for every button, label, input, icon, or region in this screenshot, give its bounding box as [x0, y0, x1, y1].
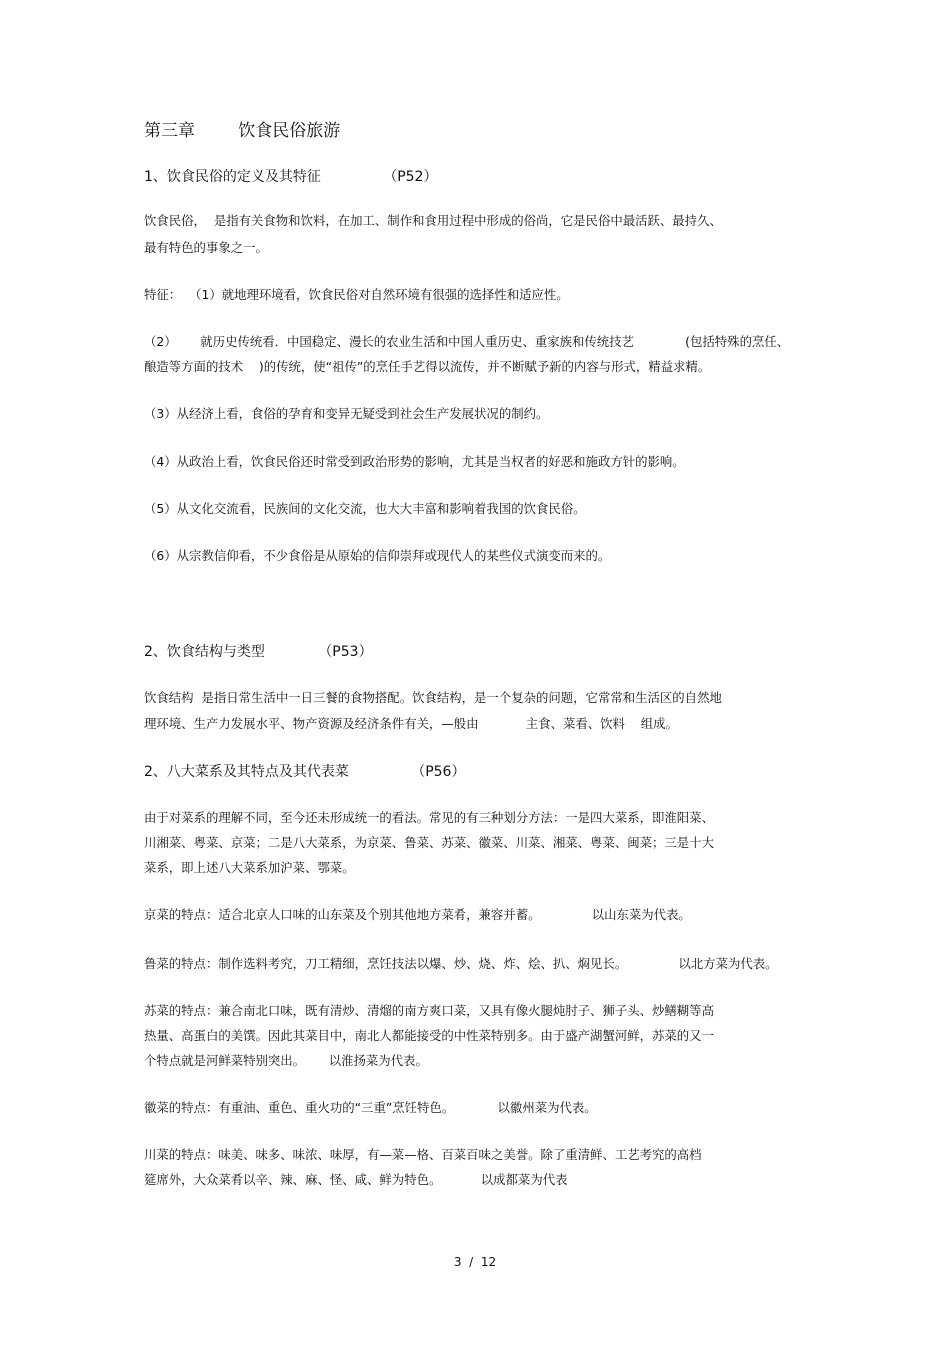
paragraph-line: （5）从文化交流看，民族间的文化交流，也大大丰富和影响着我国的饮食民俗。 [144, 501, 586, 516]
paragraph-line: 个特点就是河鲜菜特别突出。 以淮扬菜为代表。 [144, 1053, 428, 1068]
paragraph-line: 热量、高蛋白的美馔。因此其菜目中，南北人都能接受的中性菜特别多。由于盛产湖蟹河鲜，苏菜的又一 [144, 1028, 714, 1043]
paragraph-line: 饮食结构 是指日常生活中一日三餐的食物搭配。饮食结构，是一个复杂的问题，它常常和生活区的自然地 [144, 690, 722, 705]
section-heading: 2、八大菜系及其特点及其代表菜 （P56） [144, 764, 466, 780]
paragraph-line: 京菜的特点：适合北京人口味的山东菜及个别其他地方菜肴，兼容并蓄。 以山东菜为代表。 [144, 907, 691, 922]
paragraph-line: 理环境、生产力发展水平、物产资源及经济条件有关，—般由 主食、菜看、饮料 组成。 [144, 716, 678, 731]
paragraph-line: （6）从宗教信仰看，不少食俗是从原始的信仰崇拜或现代人的某些仪式演变而来的。 [144, 548, 611, 563]
section-heading: 2、饮食结构与类型 （P53） [144, 644, 373, 660]
paragraph-line: 菜系，即上述八大菜系加沪菜、鄂菜。 [144, 860, 355, 875]
section-heading: 1、饮食民俗的定义及其特征 （P52） [144, 169, 438, 185]
page-number: 3 / 12 [453, 1255, 497, 1269]
paragraph-line: （4）从政治上看，饮食民俗还时常受到政治形势的影响，尤其是当权者的好恶和施政方针的影响。 [144, 454, 685, 469]
paragraph-line: （2） 就历史传统看．中国稳定、漫长的农业生活和中国人重历史、重家族和传统技艺 (包括特殊的烹任、 [144, 334, 790, 349]
paragraph-line: 酿造等方面的技术 )的传统，使“祖传”的烹任手艺得以流传，并不断赋予新的内容与形式，精益求精。 [144, 359, 711, 374]
paragraph-line: 鲁菜的特点：制作选料考究，刀工精细，烹饪技法以爆、炒、烧、炸、烩、扒、焖见长。 以北方菜为代表。 [144, 956, 778, 971]
paragraph-line: 饮食民俗， 是指有关食物和饮料，在加工、制作和食用过程中形成的俗尚，它是民俗中最活跃、最持久、 [144, 213, 722, 228]
paragraph-line: 特征： （1）就地理环境看，饮食民俗对自然环境有很强的选择性和适应性。 [144, 287, 569, 302]
paragraph-line: 川湘菜、粤菜、京菜；二是八大菜系，为京菜、鲁菜、苏菜、徽菜、川菜、湘菜、粤菜、闽菜；三是十大 [144, 835, 714, 850]
paragraph-line: （3）从经济上看，食俗的孕育和变异无疑受到社会生产发展状况的制约。 [144, 406, 549, 421]
paragraph-line: 徽菜的特点：有重油、重色、重火功的“三重”烹饪特色。 以徽州菜为代表。 [144, 1100, 597, 1115]
paragraph-line: 由于对菜系的理解不同，至今还未形成统一的看法。常见的有三种划分方法：一是四大菜系，即淮阳菜、 [144, 810, 714, 825]
chapter-title: 第三章 饮食民俗旅游 [144, 121, 341, 141]
paragraph-line: 川菜的特点：味美、味多、味浓、味厚，有—菜—格、百菜百味之美誉。除了重清鲜、工艺考究的高档 [144, 1147, 702, 1162]
paragraph-line: 苏菜的特点：兼合南北口味，既有清炒、清熘的南方爽口菜，又具有像火腿炖肘子、狮子头、炒鳝糊等高 [144, 1003, 714, 1018]
paragraph-line: 筵席外，大众菜肴以辛、辣、麻、怪、咸、鲜为特色。 以成都菜为代表 [144, 1172, 568, 1187]
paragraph-line: 最有特色的事象之一。 [144, 240, 268, 255]
